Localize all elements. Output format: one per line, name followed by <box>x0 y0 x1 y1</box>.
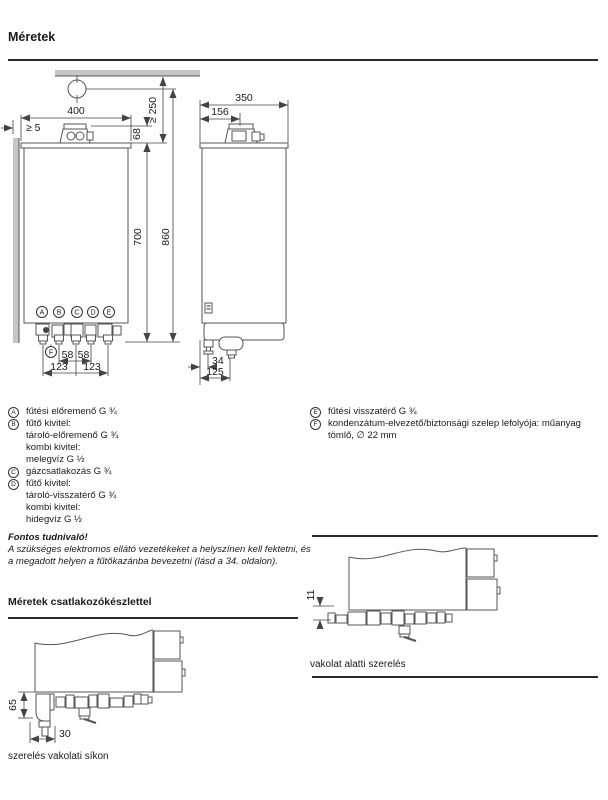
dim-pitch-large-2-label: 123 <box>83 361 101 373</box>
legend-item-a <box>8 406 304 418</box>
bottom-fittings-front <box>36 324 121 344</box>
note-body: A szükséges elektromos ellátó vezetékeket a helyszínen kell fektetni, és a megadott helyen a fűtőkazánba bevezetni (lásd a 34. oldalon). <box>8 544 311 567</box>
boiler-bottom-flush <box>35 630 185 692</box>
caption-concealed-mount: vakolat alatti szerelés <box>310 659 406 670</box>
dimensions-drawing <box>0 65 608 395</box>
legend-text: gázcsatlakozás G ¾ <box>26 466 112 477</box>
connection-label-b: B <box>56 309 62 317</box>
legend-key-c: C <box>8 467 19 478</box>
legend-key-b: B <box>8 419 19 430</box>
divider-right-bottom <box>312 676 598 678</box>
connection-label-a: A <box>39 309 45 317</box>
legend-text: fűtési előremenő G ¾ <box>26 406 117 417</box>
dim-pitch-small-1-label: 58 <box>61 349 74 361</box>
flue-adapter-side <box>225 124 264 143</box>
connection-label-c: C <box>74 309 80 317</box>
legend-item-b <box>8 418 304 466</box>
side-view <box>188 92 288 385</box>
connection-label-e: E <box>106 309 112 317</box>
legend-text: fűtő kivitel: <box>26 418 71 429</box>
important-note <box>8 532 312 568</box>
legend-text: tároló-előremenő G ¾ <box>26 430 119 441</box>
section-title-connection-kit: Méretek csatlakozókészlettel <box>8 596 152 608</box>
note-title: Fontos tudnivaló! <box>8 532 88 543</box>
legend-text: kombi kivitel: <box>26 442 81 453</box>
dim-depth-label: 350 <box>235 92 253 104</box>
boiler-bottom-concealed <box>349 548 500 610</box>
legend-item-e <box>310 406 602 418</box>
dim-front-to-siphon-label: 125 <box>206 366 224 378</box>
legend-key-a: A <box>8 407 19 418</box>
legend-text: melegvíz G ½ <box>26 454 85 465</box>
dim-side-gap-label: ≥ 5 <box>26 122 41 134</box>
drain-valve <box>399 626 410 634</box>
legend-text: fűtési visszatérő G ¾ <box>328 406 417 417</box>
dim-pitch-small-2-label: 58 <box>77 349 90 361</box>
dim-flue-to-top-label: 68 <box>131 128 143 140</box>
dim-total-height-label: 860 <box>160 228 172 246</box>
valve-lever <box>404 637 416 641</box>
wall-hatch <box>13 138 19 343</box>
dim-flue-offset-label: 156 <box>211 106 229 118</box>
connection-label-d: D <box>90 309 96 317</box>
dim-pitch-large-1-label: 123 <box>50 361 68 373</box>
valve-lever <box>84 719 96 723</box>
elbow-pipe <box>36 694 50 721</box>
divider-top <box>8 59 598 61</box>
dim-recess-label: 11 <box>305 589 317 601</box>
legend-text: fűtő kivitel: <box>26 478 71 489</box>
connection-kit-flush <box>36 694 152 736</box>
boiler-front-outline <box>21 143 131 323</box>
legend-item-d <box>8 478 304 526</box>
legend-text: hidegvíz G ½ <box>26 514 82 525</box>
dim-offset-label: 30 <box>59 728 71 740</box>
dim-body-height-label: 700 <box>132 228 144 246</box>
legend-key-d: D <box>8 479 19 490</box>
flue-adapter-front <box>60 124 93 143</box>
legend-key-f: F <box>310 419 321 430</box>
connection-label-f: F <box>48 349 54 357</box>
page-title: Méretek <box>8 30 56 44</box>
legend-text: tároló-visszatérő G ¾ <box>26 490 117 501</box>
boiler-side-outline <box>200 143 288 340</box>
drain-valve <box>79 708 90 716</box>
connection-kit-concealed <box>328 611 452 641</box>
dim-front-to-valve-label: 34 <box>212 355 224 367</box>
dim-drop-label: 65 <box>7 699 19 711</box>
legend-text: kombi kivitel: <box>26 502 81 513</box>
legend-right <box>310 406 602 442</box>
legend-key-e: E <box>310 407 321 418</box>
dim-ceiling-clearance-label: ≥ 250 <box>147 96 159 124</box>
dim-width-label: 400 <box>67 105 85 117</box>
front-view <box>1 70 200 376</box>
legend-text: kondenzátum-elvezető/biztonsági szelep lefolyója: műanyag tömlő, ∅ 22 mm <box>328 418 581 441</box>
pressure-gauge <box>43 327 49 333</box>
legend-item-c <box>8 466 304 478</box>
legend-item-f <box>310 418 602 442</box>
flush-mount-drawing <box>0 618 300 770</box>
legend-left <box>8 406 304 526</box>
caption-flush-mount: szerelés vakolati síkon <box>8 751 109 762</box>
